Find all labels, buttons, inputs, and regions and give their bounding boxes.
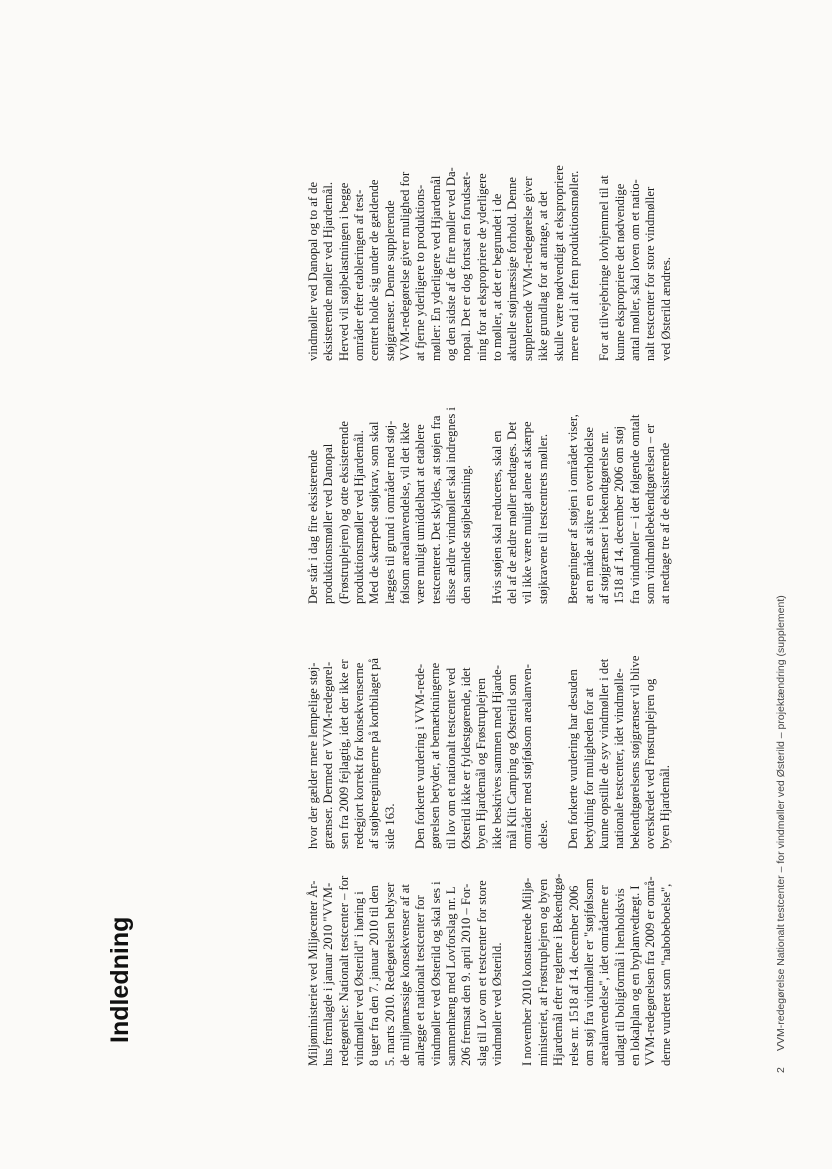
text-line: hvor der gælder mere lempelige støj-: [306, 662, 320, 849]
text-line: disse ældre vindmøller skal indregnes i: [444, 407, 459, 604]
text-line: sammenhæng med Lovforslag nr. L: [444, 886, 459, 1066]
text-line: de miljømæssige konsekvenser af at: [398, 884, 413, 1066]
text-line: at nedtage tre af de eksisterende: [658, 442, 673, 604]
paragraph: [597, 165, 674, 361]
text-column-2: [306, 656, 689, 849]
text-line: supplerende VVM-redegørelse giver: [520, 176, 535, 361]
text-line: af støjberegningerne på kortbilaget på: [367, 658, 382, 849]
text-line: følsom arealanvendelse, vil det ikke: [398, 422, 413, 604]
text-line: at en måde at sikre en overholdelse: [581, 427, 596, 604]
text-line: Miljøministeriet ved Miljøcenter År-: [306, 880, 320, 1066]
text-line: nalt testcenter for store vindmøller: [643, 186, 658, 361]
text-line: vindmøller ved Østerild" i høring i: [352, 891, 367, 1066]
text-line: og den sidste af de fire møller ved Da-: [444, 167, 459, 361]
page-title: Indledning: [106, 916, 134, 1043]
text-line: til lov om et nationalt testcenter ved: [443, 667, 458, 849]
text-line: centret holde sig under de gældende: [367, 179, 382, 361]
text-line: Med de skærpede støjkrav, som skal: [367, 421, 382, 604]
text-line: relse nr. 1518 af 14. december 2006: [566, 885, 581, 1066]
text-line: delse.: [535, 819, 550, 849]
text-line: som vindmøllebekendtgørelsen – er: [642, 423, 657, 604]
text-line: to møller, at det er begrundet i de: [490, 193, 505, 361]
paragraph: [306, 165, 582, 361]
text-line: derne vurderet som "nabobeboelse",: [658, 883, 673, 1066]
text-line: overskredet ved Frøstruplejren og: [642, 678, 657, 849]
text-line: en lokalplan og en byplanvedtægt. I: [627, 885, 642, 1066]
text-line: VVM-redegørelsen fra 2009 er områ-: [643, 876, 658, 1066]
text-line: lægges til grund i områder med støj-: [382, 420, 397, 604]
text-line: kunne ekspropriere det nødvendige: [612, 183, 627, 361]
text-column-3: [306, 407, 689, 604]
text-line: møller: En yderligere ved Hjardemål: [428, 175, 443, 361]
paragraph: [413, 656, 551, 849]
text-line: at fjerne yderligere to produktions-: [413, 184, 428, 361]
paragraph: [490, 407, 551, 604]
paragraph: [306, 407, 475, 604]
text-line: byen Hjardemål.: [658, 765, 673, 849]
text-line: 206 fremsat den 9. april 2010 – For-: [459, 883, 474, 1066]
text-line: produktionsmøller ved Danopal: [321, 443, 336, 604]
text-line: ning for at ekspropriere de yderligere: [474, 173, 489, 361]
text-line: nationale testcenter, idet vindmølle-: [612, 668, 627, 849]
text-line: ikke grundlag for at antage, at det: [536, 191, 551, 361]
paragraph: [306, 656, 398, 849]
text-line: Herved vil støjbelastningen i begge: [336, 182, 351, 361]
paragraph: [566, 407, 673, 604]
text-line: Østerild ikke er fyldestgørende, idet: [459, 667, 474, 849]
text-line: områder efter etableringen af test-: [352, 189, 367, 361]
text-line: støjkravene til testcentrets møller.: [535, 434, 550, 604]
text-line: vindmøller ved Østerild og skal ses i: [428, 881, 443, 1066]
text-line: produktionsmøller ved Hjardemål.: [352, 430, 367, 604]
text-line: hus fremlagde i januar 2010 "VVM-: [321, 882, 336, 1066]
text-line: støjgrænser. Denne supplerende: [382, 200, 397, 361]
text-line: Hjardemål efter reglerne i Bekendtgø-: [551, 873, 566, 1066]
paragraph: [306, 874, 505, 1066]
text-line: 8 uger fra den 7. januar 2010 til den: [367, 885, 382, 1066]
text-line: fra vindmøller – i det følgende omtalt: [627, 414, 642, 604]
text-line: mere end i alt fem produktionsmøller.: [566, 170, 581, 361]
text-line: anlægge et nationalt testcenter for: [413, 895, 428, 1066]
text-line: kunne opstille de syv vindmøller i det: [596, 658, 611, 849]
text-line: grænser. Dermed er VVM-redegørel-: [321, 661, 336, 849]
text-line: skulle være nødvendigt at ekspropriere: [551, 165, 566, 361]
text-line: vil ikke være muligt alene at skærpe: [520, 421, 535, 604]
text-line: redegjort korrekt for konsekvenserne: [352, 662, 367, 849]
text-line: gørelsen betyder, at bemærkningerne: [428, 662, 443, 849]
text-line: ved Østerild ændres.: [658, 257, 673, 361]
footer-text: VVM-redegørelse Nationalt testcenter – for vindmøller ved Østerild – projektændring (supplement): [775, 595, 787, 1051]
text-line: ministeriet, at Frøstruplejren og byen: [535, 878, 550, 1066]
text-line: Den forkerte vurdering i VVM-rede-: [413, 663, 428, 849]
text-line: antal møller, skal loven om et natio-: [627, 179, 642, 361]
text-line: VVM-redegørelse giver mulighed for: [398, 171, 413, 361]
page-number: 2: [775, 1067, 787, 1073]
text-line: byen Hjardemål og Frøstruplejren: [474, 677, 489, 849]
text-line: være muligt umiddelbart at etablere: [413, 424, 428, 604]
text-line: vindmøller ved Østerild.: [490, 942, 505, 1066]
text-line: bekendtgørelsens støjgrænser vil blive: [627, 655, 642, 849]
text-line: den samlede støjbelastning.: [459, 465, 474, 604]
text-line: Den forkerte vurdering har desuden: [566, 669, 581, 849]
text-line: eksisterende møller ved Hjardemål.: [321, 181, 336, 361]
text-line: (Frøstruplejren) og otte eksisterende: [336, 421, 351, 604]
text-line: 5. marts 2010. Redegørelsen belyser: [382, 882, 397, 1066]
text-line: vindmøller ved Danopal og to af de: [306, 181, 320, 361]
text-line: I november 2010 konstaterede Miljø-: [520, 877, 535, 1066]
text-line: områder med støjfølsom arealanven-: [520, 664, 535, 849]
text-line: af støjgrænser i bekendtgørelse nr.: [596, 430, 611, 604]
paragraph: [520, 874, 673, 1066]
text-line: nopal. Det er dog fortsat en forudsæt-: [459, 171, 474, 361]
text-line: redegørelse: Nationalt testcenter – for: [336, 875, 351, 1066]
text-column-1: [306, 874, 689, 1066]
text-line: mål Klit Camping og Østerild som: [505, 674, 520, 849]
text-line: For at tilvejebringe lovhjemmel til at: [597, 175, 612, 361]
text-line: om støj fra vindmøller er "støjfølsom: [581, 878, 596, 1066]
text-line: aktuelle støjmæssige forhold. Denne: [505, 177, 520, 361]
text-line: Hvis støjen skal reduceres, skal en: [489, 430, 504, 604]
text-line: testcenteret. Det skyldes, at støjen fra: [428, 415, 443, 604]
text-line: arealanvendelse", idet områderne er: [597, 885, 612, 1066]
text-line: side 163.: [382, 803, 397, 849]
text-line: Der står i dag fire eksisterende: [306, 449, 320, 604]
text-line: slag til Lov om et testcenter for store: [474, 880, 489, 1066]
paragraph: [566, 656, 673, 849]
text-line: udlagt til boligformål i henholdsvis: [612, 888, 627, 1066]
text-line: ikke beskrives sammen med Hjarde-: [489, 665, 504, 849]
text-line: betydning for muligheden for at: [581, 688, 596, 849]
text-line: del af de ældre møller nedtages. Det: [505, 421, 520, 604]
text-line: sen fra 2009 fejlagtig, idet der ikke er: [336, 659, 351, 849]
text-line: 1518 af 14. december 2006 om støj: [612, 425, 627, 604]
text-line: Beregninger af støjen i området viser,: [566, 414, 581, 604]
text-column-4: [306, 165, 689, 361]
